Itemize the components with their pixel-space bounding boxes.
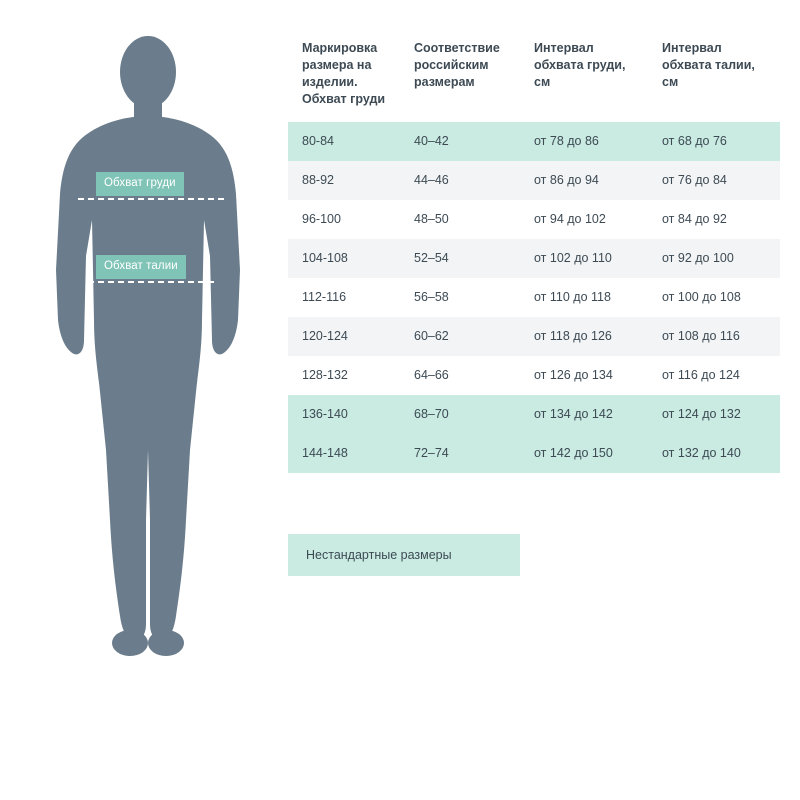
cell-russian: 64–66 bbox=[400, 356, 520, 395]
cell-chest: от 134 до 142 bbox=[520, 395, 648, 434]
table-row bbox=[288, 434, 780, 473]
cell-chest: от 110 до 118 bbox=[520, 278, 648, 317]
table-header-row bbox=[288, 32, 780, 122]
table-row bbox=[288, 239, 780, 278]
cell-russian: 40–42 bbox=[400, 122, 520, 161]
cell-waist: от 84 до 92 bbox=[648, 200, 780, 239]
cell-waist: от 116 до 124 bbox=[648, 356, 780, 395]
cell-chest: от 118 до 126 bbox=[520, 317, 648, 356]
cell-waist: от 132 до 140 bbox=[648, 434, 780, 473]
table-row bbox=[288, 161, 780, 200]
table-row bbox=[288, 122, 780, 161]
chest-measure-line bbox=[78, 198, 224, 200]
cell-waist: от 100 до 108 bbox=[648, 278, 780, 317]
cell-chest: от 126 до 134 bbox=[520, 356, 648, 395]
column-header-marking: Маркировка размера на изделии. Обхват груди bbox=[302, 41, 386, 106]
table-row bbox=[288, 278, 780, 317]
body-figure bbox=[20, 20, 270, 660]
cell-chest: от 86 до 94 bbox=[520, 161, 648, 200]
cell-waist: от 68 до 76 bbox=[648, 122, 780, 161]
cell-waist: от 124 до 132 bbox=[648, 395, 780, 434]
cell-waist: от 76 до 84 bbox=[648, 161, 780, 200]
cell-chest: от 102 до 110 bbox=[520, 239, 648, 278]
cell-russian: 56–58 bbox=[400, 278, 520, 317]
size-table bbox=[288, 32, 780, 473]
cell-marking: 104-108 bbox=[288, 239, 400, 278]
cell-chest: от 94 до 102 bbox=[520, 200, 648, 239]
waist-measure-label: Обхват талии bbox=[96, 255, 186, 279]
cell-chest: от 78 до 86 bbox=[520, 122, 648, 161]
cell-russian: 68–70 bbox=[400, 395, 520, 434]
column-header-russian: Соответствие российским размерам bbox=[414, 41, 500, 89]
cell-russian: 48–50 bbox=[400, 200, 520, 239]
cell-chest: от 142 до 150 bbox=[520, 434, 648, 473]
cell-marking: 120-124 bbox=[288, 317, 400, 356]
cell-marking: 88-92 bbox=[288, 161, 400, 200]
nonstandard-sizes-note: Нестандартные размеры bbox=[288, 534, 520, 576]
table-row bbox=[288, 317, 780, 356]
table-row bbox=[288, 200, 780, 239]
cell-marking: 136-140 bbox=[288, 395, 400, 434]
size-table-container bbox=[288, 32, 780, 473]
body-silhouette-icon bbox=[20, 20, 270, 660]
chest-measure-label: Обхват груди bbox=[96, 172, 184, 196]
cell-marking: 128-132 bbox=[288, 356, 400, 395]
cell-waist: от 108 до 116 bbox=[648, 317, 780, 356]
cell-marking: 144-148 bbox=[288, 434, 400, 473]
table-row bbox=[288, 356, 780, 395]
cell-russian: 72–74 bbox=[400, 434, 520, 473]
cell-russian: 44–46 bbox=[400, 161, 520, 200]
cell-russian: 60–62 bbox=[400, 317, 520, 356]
cell-waist: от 92 до 100 bbox=[648, 239, 780, 278]
cell-marking: 112-116 bbox=[288, 278, 400, 317]
cell-russian: 52–54 bbox=[400, 239, 520, 278]
column-header-waist: Интервал обхвата талии, см bbox=[662, 41, 755, 89]
column-header-chest: Интервал обхвата груди, см bbox=[534, 41, 626, 89]
waist-measure-line bbox=[88, 281, 214, 283]
cell-marking: 80-84 bbox=[288, 122, 400, 161]
cell-marking: 96-100 bbox=[288, 200, 400, 239]
table-row bbox=[288, 395, 780, 434]
